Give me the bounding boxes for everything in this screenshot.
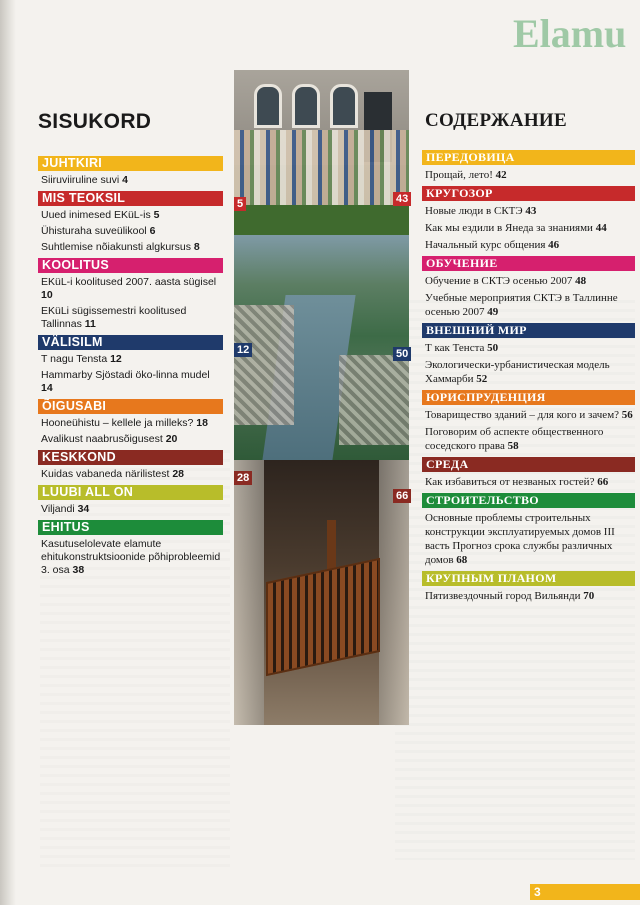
toc-entry[interactable] [422,358,635,386]
toc-entry[interactable] [38,538,223,577]
toc-entry[interactable] [422,408,635,422]
toc-section [38,335,223,395]
toc-entry-page: 12 [110,353,122,365]
toc-entry-page: 56 [621,409,633,421]
section-label-bar: СТРОИТЕЛЬСТВО [422,493,635,508]
toc-entry-title: Т как Тенста [425,342,485,354]
toc-section [422,150,635,182]
toc-entry-title: Suhtlemise nõiakunsti algkursus [41,241,191,253]
toc-entry-title: Avalikust naabrusõigusest [41,433,163,445]
toc-entry-title: Начальный курс общения [425,239,546,251]
toc-entry[interactable] [422,238,635,252]
section-label-bar: ОБУЧЕНИЕ [422,256,635,271]
section-label-bar: КРУГОЗОР [422,186,635,201]
toc-section [422,571,635,603]
toc-entry-page: 20 [165,433,178,445]
toc-heading-russian: СОДЕРЖАНИЕ [425,110,567,131]
magazine-brand: Elamu [513,11,627,56]
page-number: 3 [530,884,640,900]
toc-entry-page: 18 [196,417,208,429]
toc-entry[interactable] [38,305,223,331]
toc-entry-title: Hammarby Sjöstadi öko-linna mudel [41,369,210,381]
photo-page-marker: 28 [234,471,252,485]
toc-column-russian [422,150,635,607]
toc-entry-title: Прощай, лето! [425,169,493,181]
rodent-trap-photo [234,460,409,725]
toc-entry[interactable] [422,511,635,567]
toc-entry-page: 11 [84,318,96,330]
toc-entry-title: Uued inimesed EKüL-is [41,209,151,221]
section-label-bar: LUUBI ALL ON [38,485,223,500]
toc-entry-title: Hooneühistu – kellele ja milleks? [41,417,194,429]
toc-entry[interactable] [422,204,635,218]
toc-entry[interactable] [38,369,223,395]
toc-entry-page: 43 [525,205,537,217]
toc-entry-page: 58 [507,440,519,452]
toc-entry-title: Как мы ездили в Янеда за знаниями [425,222,593,234]
toc-section [38,450,223,481]
toc-section [422,457,635,489]
section-label-bar: EHITUS [38,520,223,535]
toc-entry-title: Новые люди в СКТЭ [425,205,523,217]
toc-section [422,493,635,567]
toc-section [422,390,635,453]
toc-entry-title: Kasutuselolevate elamute ehitukonstruktsioonide põhiprobleemid 3. osa [41,538,221,576]
toc-entry[interactable] [38,503,223,516]
toc-entry-page: 44 [595,222,607,234]
toc-section [38,399,223,446]
toc-entry-page: 34 [77,503,90,515]
toc-entry-page: 4 [122,174,128,186]
toc-entry-title: Основные проблемы строительных конструкции эксплуатируемых домов III васть Прогноз срока службы различных домов [425,512,615,566]
toc-section [38,520,223,577]
section-label-bar: ВНЕШНИЙ МИР [422,323,635,338]
photo-page-marker: 5 [234,197,246,211]
section-label-bar: ÕIGUSABI [38,399,223,414]
toc-entry-page: 6 [149,225,156,237]
toc-section [38,485,223,516]
toc-entry-title: Обучение в СКТЭ осенью 2007 [425,275,573,287]
photo-page-marker: 66 [393,489,411,503]
toc-section [38,156,223,187]
toc-entry-page: 70 [583,590,595,602]
section-label-bar: KOOLITUS [38,258,223,273]
toc-entry-title: Ühisturaha suveülikool [41,225,147,237]
toc-entry[interactable] [38,433,223,446]
photo-strip [234,70,409,725]
toc-entry-title: Kuidas vabaneda närilistest [41,468,170,480]
toc-entry-page: 46 [548,239,560,251]
toc-entry-title: Siiruviiruline suvi [41,174,120,186]
toc-section [38,191,223,254]
toc-entry[interactable] [38,468,223,481]
toc-entry-title: Поговорим об аспекте общественного соседского права [425,426,604,452]
toc-entry[interactable] [38,225,223,238]
toc-entry[interactable] [38,174,223,187]
photo-page-marker: 50 [393,347,411,361]
toc-section [38,258,223,331]
section-label-bar: СРЕДА [422,457,635,472]
toc-heading-estonian: SISUKORD [38,110,152,133]
section-label-bar: KESKKOND [38,450,223,465]
toc-entry[interactable] [38,417,223,430]
toc-entry-page: 48 [575,275,587,287]
toc-entry[interactable] [38,276,223,302]
page-spine-shadow [0,0,16,905]
toc-entry-page: 28 [172,468,185,480]
toc-entry-page: 10 [41,289,53,301]
toc-entry-page: 42 [495,169,507,181]
toc-entry[interactable] [422,475,635,489]
toc-entry-title: EKüLi sügissemestri koolitused Tallinnas [41,305,187,330]
toc-column-estonian [38,156,223,581]
toc-entry[interactable] [38,353,223,366]
toc-entry-page: 52 [476,373,488,385]
toc-entry-page: 50 [487,342,499,354]
toc-entry[interactable] [422,291,635,319]
section-label-bar: VÄLISILM [38,335,223,350]
toc-entry-title: Как избавиться от незваных гостей? [425,476,595,488]
toc-entry[interactable] [422,221,635,235]
toc-entry-title: Товарищество зданий – для кого и зачем? [425,409,620,421]
section-label-bar: ЮРИСПРУДЕНЦИЯ [422,390,635,405]
toc-entry-title: T nagu Tensta [41,353,108,365]
toc-entry-page: 14 [41,382,53,394]
toc-entry-title: Учебные мероприятия СКТЭ в Таллинне осенью 2007 [425,292,618,318]
section-label-bar: JUHTKIRI [38,156,223,171]
toc-entry[interactable] [38,241,223,254]
toc-section [422,323,635,386]
section-label-bar: MIS TEOKSIL [38,191,223,206]
toc-entry-title: EKüL-i koolitused 2007. aasta sügisel [41,276,217,288]
photo-page-marker: 12 [234,343,252,357]
toc-entry[interactable] [422,274,635,288]
toc-entry-title: Экологически-урбанистическая модель Хаммарби [425,359,610,385]
toc-entry-title: Пятизвездочный город Вильянди [425,590,581,602]
toc-entry[interactable] [422,425,635,453]
toc-entry-title: Viljandi [41,503,75,515]
photo-page-marker: 43 [393,192,411,206]
toc-entry[interactable] [422,589,635,603]
toc-entry-page: 68 [456,554,468,566]
section-label-bar: ПЕРЕДОВИЦА [422,150,635,165]
toc-section [422,186,635,252]
toc-entry[interactable] [422,168,635,182]
toc-entry[interactable] [38,209,223,222]
section-label-bar: КРУПНЫМ ПЛАНОМ [422,571,635,586]
toc-entry-page: 5 [153,209,160,221]
toc-entry-page: 8 [193,241,200,253]
group-photo [234,70,409,235]
toc-entry-page: 38 [72,564,85,576]
aerial-city-photo [234,235,409,460]
toc-section [422,256,635,319]
toc-entry-page: 49 [487,306,499,318]
toc-entry-page: 66 [597,476,609,488]
toc-entry[interactable] [422,341,635,355]
